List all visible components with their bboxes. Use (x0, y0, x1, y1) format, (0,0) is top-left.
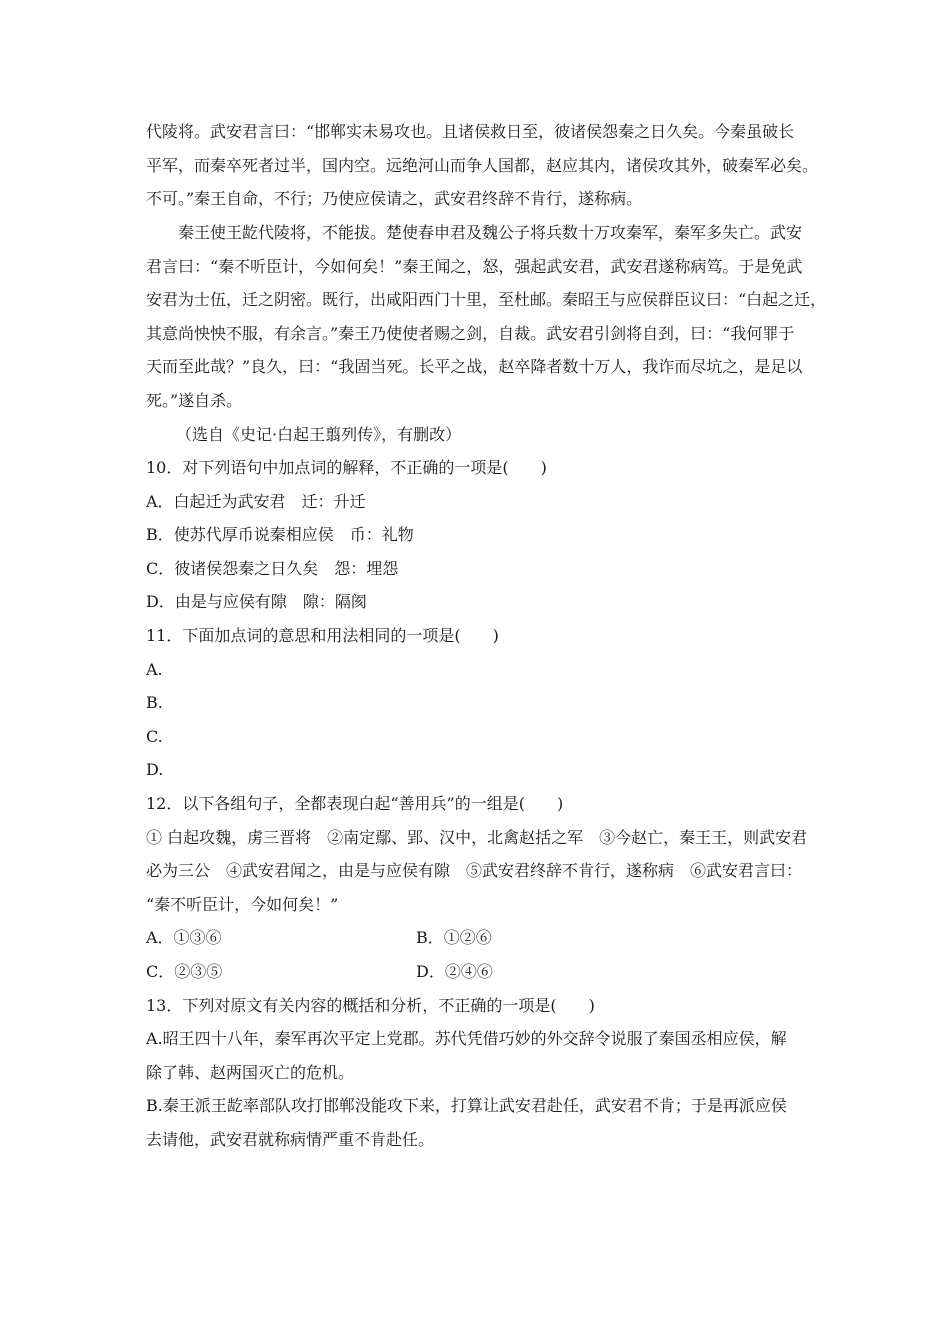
passage-source: （选自《史记·白起王翦列传》，有删改） (176, 425, 462, 444)
question-10-option-b: B．使苏代厚币说秦相应侯 币：礼物 (146, 525, 414, 544)
question-11-option-b: B. (146, 693, 163, 712)
passage-line: 平军，而秦卒死者过半，国内空。远绝河山而争人国都，赵应其内，诸侯攻其外，破秦军必矣。 (146, 156, 819, 175)
passage-line: 天而至此哉？”良久，曰：“我固当死。长平之战，赵卒降者数十万人，我诈而尽坑之，是足以 (146, 357, 803, 376)
question-13-stem: 13．下列对原文有关内容的概括和分析，不正确的一项是( ) (146, 996, 595, 1015)
question-12-option-a: A．①③⑥ (146, 928, 222, 947)
question-13-option-b-cont: 去请他，武安君就称病情严重不肯赴任。 (146, 1130, 435, 1149)
question-11-stem: 11．下面加点词的意思和用法相同的一项是( ) (146, 626, 499, 645)
question-13-option-a-cont: 除了韩、赵两国灭亡的危机。 (146, 1063, 355, 1082)
question-13-option-b: B.秦王派王龁率部队攻打邯郸没能攻下来，打算让武安君赴任，武安君不肯；于是再派应侯 (146, 1096, 787, 1115)
question-12-body-line: “秦不听臣计，今如何矣！” (146, 895, 339, 914)
question-10-stem: 10．对下列语句中加点词的解释，不正确的一项是( ) (146, 458, 547, 477)
question-12-option-d: D．②④⑥ (416, 962, 493, 981)
question-12-body-line: 必为三公 ④武安君闻之，由是与应侯有隙 ⑤武安君终辞不肯行，遂称病 ⑥武安君言曰： (146, 861, 803, 880)
passage-line: 秦王使王龁代陵将，不能拔。楚使春申君及魏公子将兵数十万攻秦军，秦军多失亡。武安 (178, 223, 803, 242)
passage-line: 安君为士伍，迁之阴密。既行，出咸阳西门十里，至杜邮。秦昭王与应侯群臣议曰：“白起之迁， (146, 290, 827, 309)
question-12-option-c: C．②③⑤ (146, 962, 223, 981)
passage-line: 不可。”秦王自命，不行；乃使应侯请之，武安君终辞不肯行，遂称病。 (146, 189, 643, 208)
question-11-option-d: D. (146, 760, 164, 779)
question-12-stem: 12．以下各组句子，全都表现白起“善用兵”的一组是( ) (146, 794, 564, 813)
question-12-option-b: B．①②⑥ (416, 928, 492, 947)
question-10-option-c: C．彼诸侯怨秦之日久矣 怨：埋怨 (146, 559, 399, 578)
passage-line: 代陵将。武安君言曰：“邯郸实未易攻也。且诸侯救日至，彼诸侯怨秦之日久矣。今秦虽破长 (146, 122, 795, 141)
passage-line: 君言曰：“秦不听臣计，今如何矣！”秦王闻之，怒，强起武安君，武安君遂称病笃。于是免武 (146, 257, 803, 276)
question-10-option-a: A．白起迁为武安君 迁：升迁 (146, 492, 366, 511)
question-13-option-a: A.昭王四十八年，秦军再次平定上党郡。苏代凭借巧妙的外交辞令说服了秦国丞相应侯，解 (146, 1029, 787, 1048)
question-11-option-a: A. (146, 660, 163, 679)
question-11-option-c: C. (146, 727, 163, 746)
passage-line: 其意尚怏怏不服，有余言。”秦王乃使使者赐之剑，自裁。武安君引剑将自刭，曰：“我何罪于 (146, 324, 795, 343)
passage-line: 死。”遂自杀。 (146, 391, 243, 410)
question-10-option-d: D．由是与应侯有隙 隙：隔阂 (146, 592, 367, 611)
question-12-body-line: ① 白起攻魏，虏三晋将 ②南定鄢、郢、汉中，北禽赵括之军 ③今赵亡，秦王王，则武安君 (146, 828, 808, 847)
